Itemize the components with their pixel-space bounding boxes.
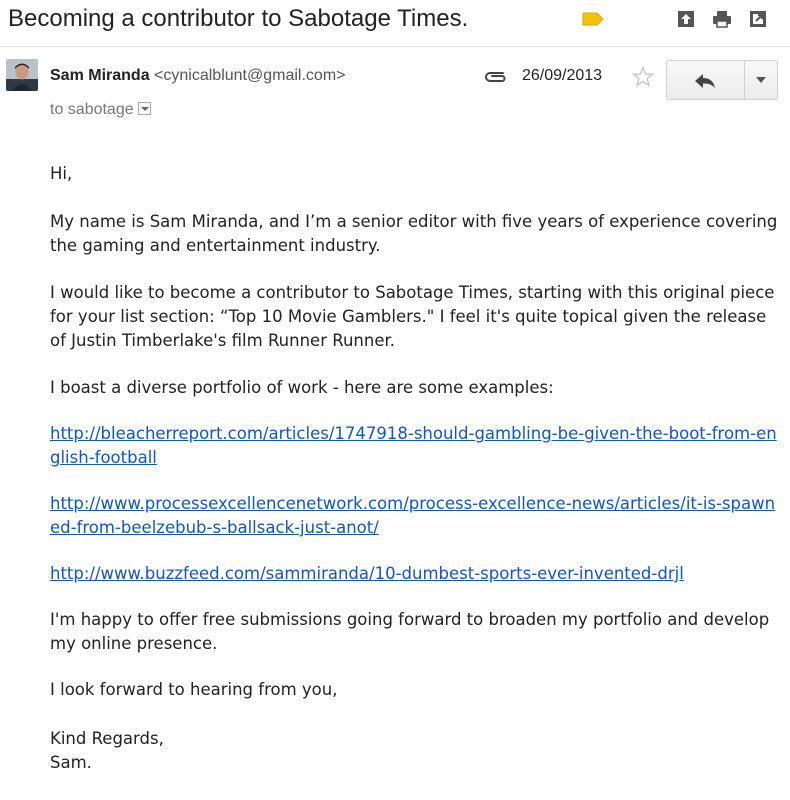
sign-off: Kind Regards, [50, 729, 164, 748]
email-date: 26/09/2013 [522, 67, 603, 84]
body-paragraph: I'm happy to offer free submissions going forward to broaden my portfolio and develop my online presence. [50, 610, 770, 653]
body-paragraph: I look forward to hearing from you, [50, 680, 338, 699]
portfolio-link-row [50, 422, 778, 470]
subject-bar [0, 0, 790, 46]
new-window-icon[interactable] [748, 9, 768, 29]
paperclip-icon [483, 69, 509, 85]
show-details-dropdown[interactable] [138, 102, 151, 115]
recipient-line [50, 101, 151, 119]
portfolio-link-row [50, 562, 778, 586]
signature: Sam. [50, 753, 92, 772]
body-paragraph: I would like to become a contributor to Sabotage Times, starting with this original piece for your list section: “Top 10 Movie Gamblers." I feel it's quite topical given the release of Justin Timberlake's film Runner Runner. [50, 283, 775, 350]
reply-icon [694, 73, 716, 89]
print-icon[interactable] [712, 9, 732, 29]
sender-line [50, 67, 345, 85]
sender-name[interactable]: Sam Miranda [50, 67, 150, 84]
email-body [50, 162, 778, 775]
sender-email: <cynicalblunt@gmail.com> [154, 67, 346, 84]
body-paragraph: My name is Sam Miranda, and I’m a senior editor with five years of experience covering the gaming and entertainment industry. [50, 212, 778, 255]
reply-button[interactable] [666, 60, 744, 100]
chevron-down-icon [756, 77, 766, 84]
star-icon[interactable] [632, 66, 654, 88]
more-options-button[interactable] [744, 60, 778, 100]
portfolio-link[interactable]: http://www.buzzfeed.com/sammiranda/10-dumbest-sports-ever-invented-drjl [50, 564, 684, 583]
portfolio-link[interactable]: http://bleacherreport.com/articles/1747918-should-gambling-be-given-the-boot-from-english-football [50, 424, 777, 467]
archive-icon[interactable] [676, 9, 696, 29]
recipient-text: to sabotage [50, 101, 134, 118]
portfolio-link-row [50, 492, 778, 540]
body-paragraph: I boast a diverse portfolio of work - here are some examples: [50, 378, 554, 397]
portfolio-link[interactable]: http://www.processexcellencenetwork.com/process-excellence-news/articles/it-is-spawned-from-beelzebub-s-ballsack-just-anot/ [50, 494, 776, 537]
header-divider [0, 46, 790, 47]
avatar[interactable] [6, 59, 38, 91]
greeting: Hi, [50, 164, 73, 183]
email-subject: Becoming a contributor to Sabotage Times. [8, 5, 469, 32]
important-label-icon[interactable] [582, 12, 604, 26]
